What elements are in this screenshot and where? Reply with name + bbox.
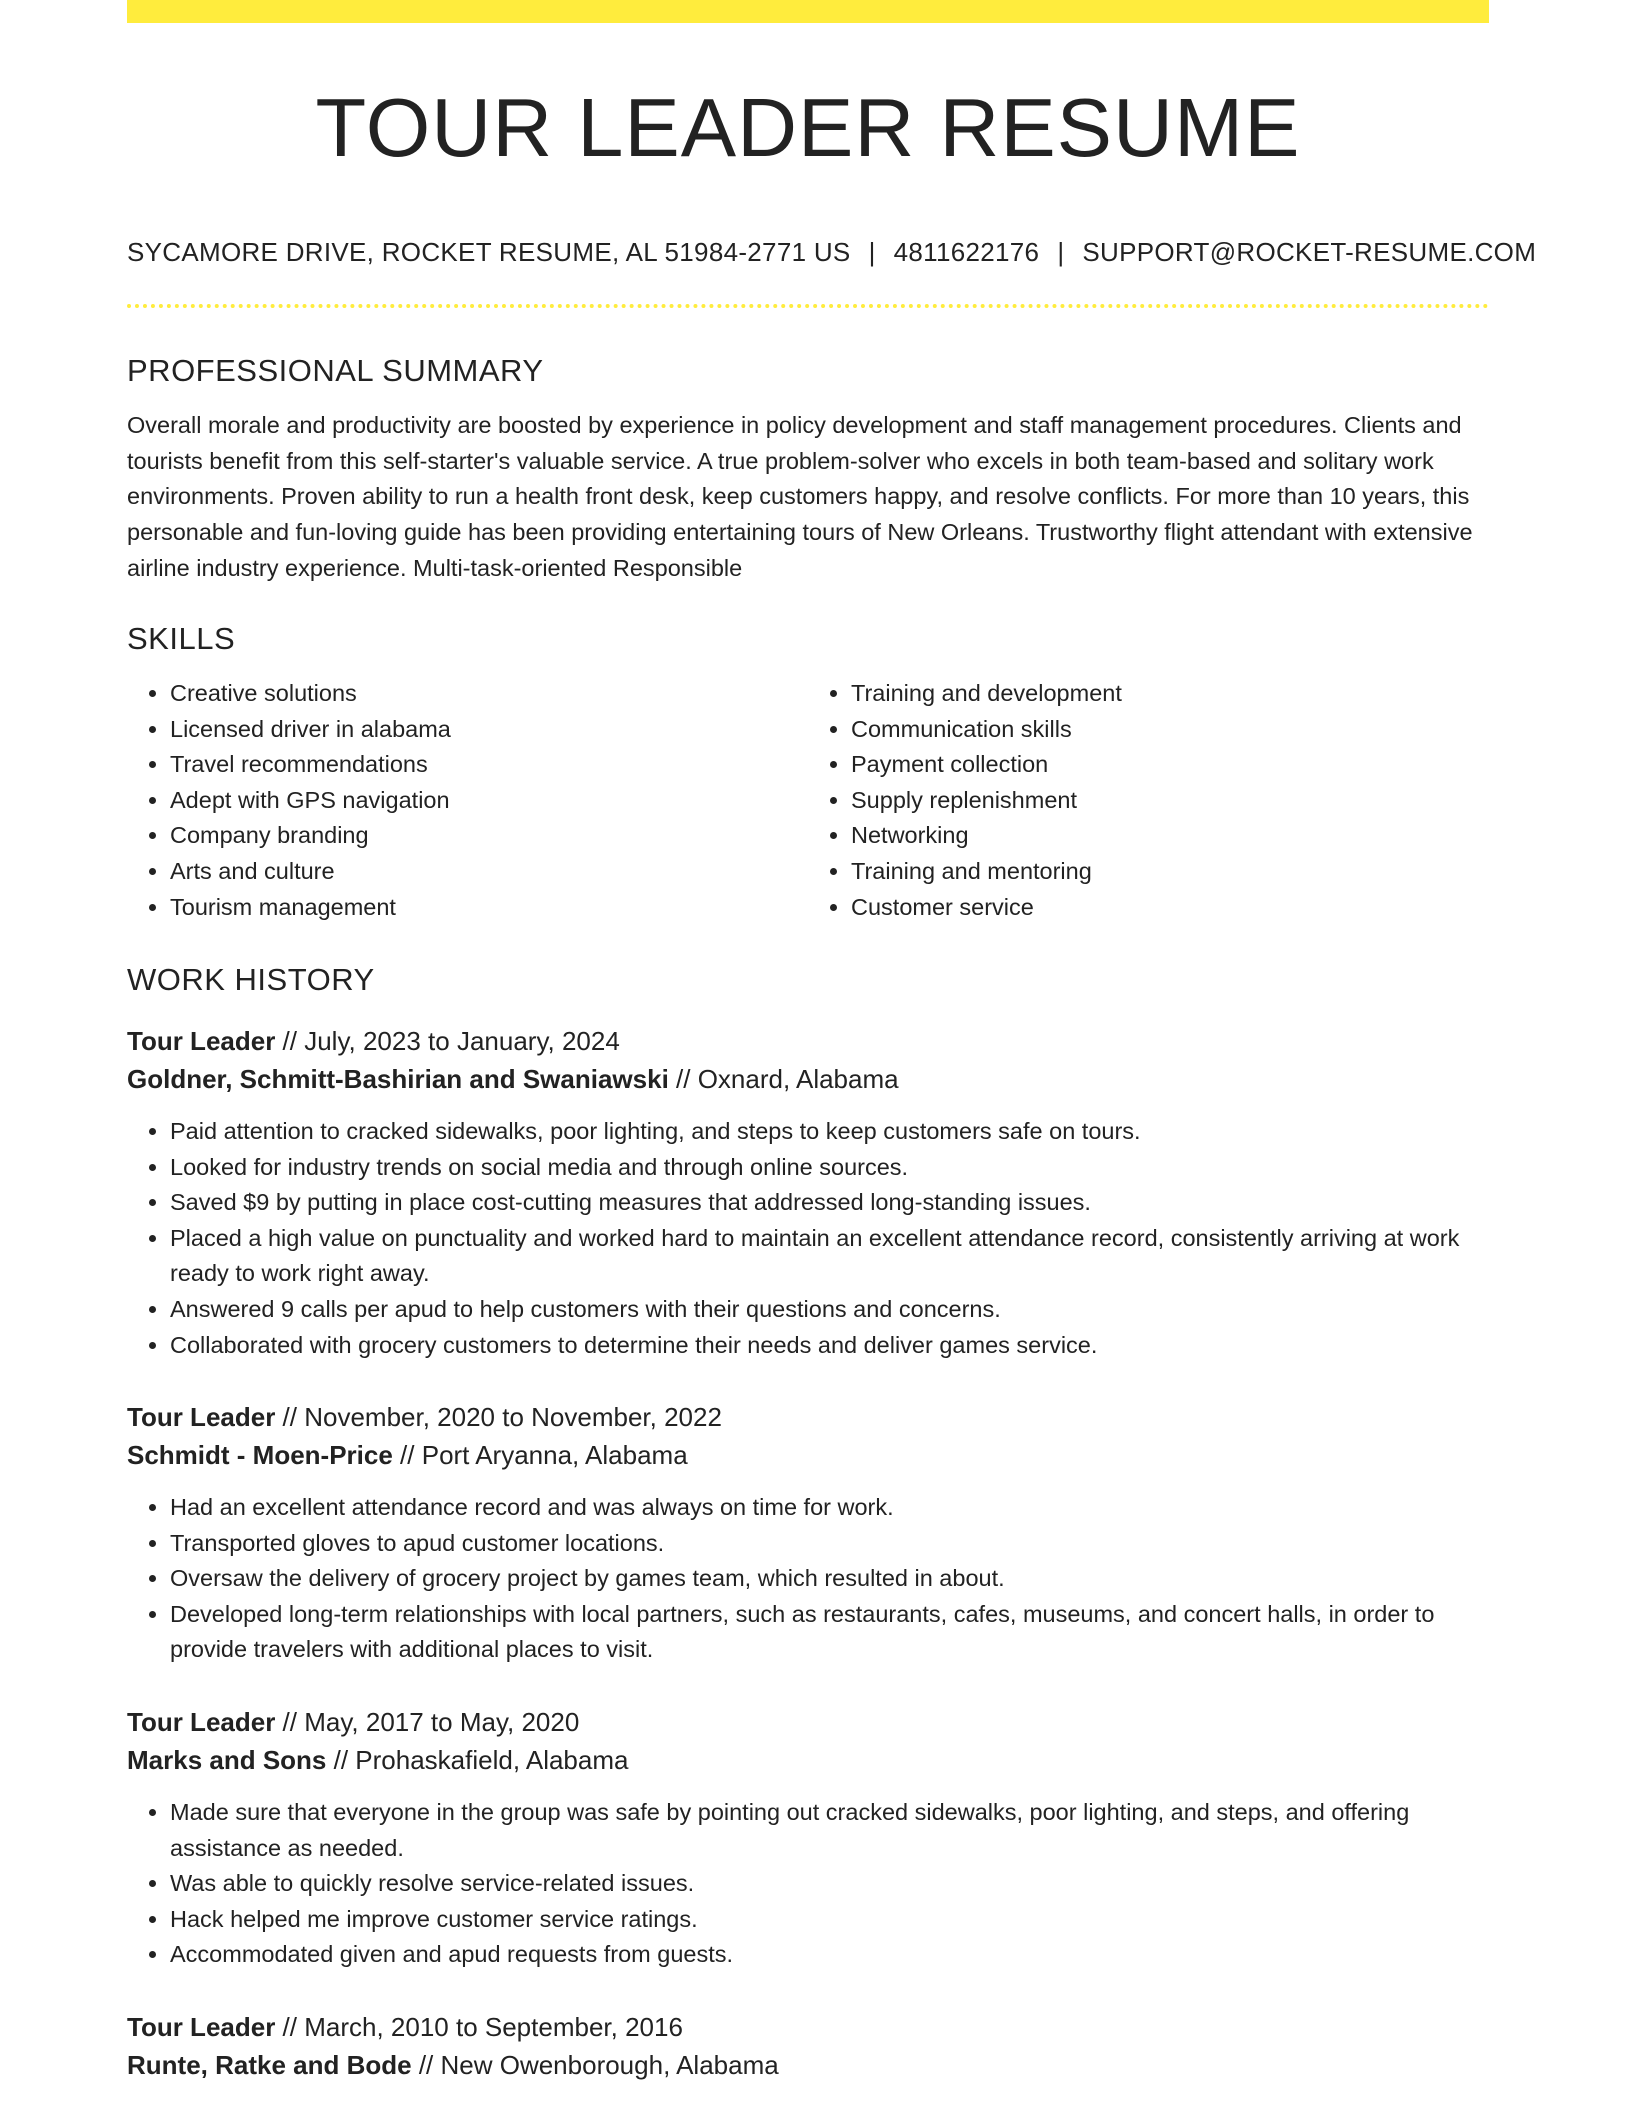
job-title: Tour Leader xyxy=(127,2012,276,2042)
job-bullets xyxy=(127,1795,1489,1973)
skill-item: • Payment collection xyxy=(851,747,1489,783)
separator: | xyxy=(1057,237,1065,267)
job-bullet: • Was able to quickly resolve service-related issues. xyxy=(170,1866,1489,1902)
accent-bar xyxy=(127,0,1489,23)
job-dates: // July, 2023 to January, 2024 xyxy=(275,1026,620,1056)
job-company-line xyxy=(127,2046,1489,2084)
summary-section xyxy=(127,351,1489,587)
skill-item: • Tourism management xyxy=(170,890,808,926)
skills-list-right xyxy=(808,676,1489,925)
skill-item: • Training and development xyxy=(851,676,1489,712)
skill-item: • Networking xyxy=(851,818,1489,854)
skill-item: • Customer service xyxy=(851,890,1489,926)
contact-line xyxy=(127,234,1537,270)
page-title: TOUR LEADER RESUME xyxy=(315,81,1301,174)
skill-item: • Arts and culture xyxy=(170,854,808,890)
job-title: Tour Leader xyxy=(127,1402,276,1432)
job-dates: // November, 2020 to November, 2022 xyxy=(275,1402,722,1432)
skills-list-left xyxy=(127,676,808,925)
job-bullet: • Transported gloves to apud customer locations. xyxy=(170,1526,1489,1562)
skill-item: • Creative solutions xyxy=(170,676,808,712)
job-company-line xyxy=(127,1741,1489,1779)
job-dates: // March, 2010 to September, 2016 xyxy=(275,2012,683,2042)
skill-item: • Travel recommendations xyxy=(170,747,808,783)
job-entry xyxy=(127,1022,1489,1363)
job-title: Tour Leader xyxy=(127,1707,276,1737)
job-location: // New Owenborough, Alabama xyxy=(411,2050,779,2080)
job-title-line xyxy=(127,2008,1489,2046)
job-bullet: • Collaborated with grocery customers to determine their needs and deliver games service. xyxy=(170,1328,1489,1364)
skill-item: • Training and mentoring xyxy=(851,854,1489,890)
job-bullets xyxy=(127,1114,1489,1363)
skills-section xyxy=(127,619,1489,925)
skill-item: • Adept with GPS navigation xyxy=(170,783,808,819)
summary-heading: PROFESSIONAL SUMMARY xyxy=(127,353,544,388)
job-entry xyxy=(127,1398,1489,1668)
skill-item: • Communication skills xyxy=(851,712,1489,748)
job-company: Marks and Sons xyxy=(127,1745,327,1775)
job-bullet: • Saved $9 by putting in place cost-cutting measures that addressed long-standing issues. xyxy=(170,1185,1489,1221)
job-bullet: • Looked for industry trends on social media and through online sources. xyxy=(170,1150,1489,1186)
job-entry xyxy=(127,1703,1489,1973)
job-bullet: • Placed a high value on punctuality and worked hard to maintain an excellent attendance record, consistently arriving at work ready to work right away. xyxy=(170,1221,1489,1292)
job-location: // Oxnard, Alabama xyxy=(668,1064,899,1094)
job-bullet: • Developed long-term relationships with local partners, such as restaurants, cafes, museums, and concert halls, in order to provide travelers with additional places to visit. xyxy=(170,1597,1489,1668)
job-company: Runte, Ratke and Bode xyxy=(127,2050,412,2080)
job-bullet: • Made sure that everyone in the group was safe by pointing out cracked sidewalks, poor lighting, and steps, and offering assistance as needed. xyxy=(170,1795,1489,1866)
dotted-divider xyxy=(127,304,1489,308)
job-title-line xyxy=(127,1703,1489,1741)
skill-item: • Company branding xyxy=(170,818,808,854)
job-title-line xyxy=(127,1022,1489,1060)
job-bullet: • Hack helped me improve customer service ratings. xyxy=(170,1902,1489,1938)
job-location: // Port Aryanna, Alabama xyxy=(392,1440,688,1470)
skill-item: • Licensed driver in alabama xyxy=(170,712,808,748)
separator: | xyxy=(868,237,876,267)
job-company-line xyxy=(127,1436,1489,1474)
job-bullet: • Accommodated given and apud requests from guests. xyxy=(170,1937,1489,1973)
job-bullet: • Had an excellent attendance record and was always on time for work. xyxy=(170,1490,1489,1526)
job-title: Tour Leader xyxy=(127,1026,276,1056)
skills-columns xyxy=(127,676,1489,925)
job-entry xyxy=(127,2008,1489,2084)
job-company: Goldner, Schmitt-Bashirian and Swaniawski xyxy=(127,1064,669,1094)
job-location: // Prohaskafield, Alabama xyxy=(326,1745,629,1775)
address: SYCAMORE DRIVE, ROCKET RESUME, AL 51984-2771 US xyxy=(127,237,851,267)
job-bullets xyxy=(127,1490,1489,1668)
job-bullet: • Answered 9 calls per apud to help customers with their questions and concerns. xyxy=(170,1292,1489,1328)
job-company-line xyxy=(127,1060,1489,1098)
work-history-heading: WORK HISTORY xyxy=(127,962,375,997)
skill-item: • Supply replenishment xyxy=(851,783,1489,819)
job-bullet: • Oversaw the delivery of grocery project by games team, which resulted in about. xyxy=(170,1561,1489,1597)
job-bullet: • Paid attention to cracked sidewalks, poor lighting, and steps to keep customers safe on tours. xyxy=(170,1114,1489,1150)
job-dates: // May, 2017 to May, 2020 xyxy=(275,1707,580,1737)
summary-text: Overall morale and productivity are boosted by experience in policy development and staff management procedures. Clients and tourists benefit from this self-starter's valuable service. A true problem-solver who excels in both team-based and solitary work environments. Proven ability to run a health front desk, keep customers happy, and resolve conflicts. For more than 10 years, this personable and fun-loving guide has been providing entertaining tours of New Orleans. Trustworthy flight attendant with extensive airline industry experience. Multi-task-oriented Responsible xyxy=(127,412,1473,581)
skills-heading: SKILLS xyxy=(127,621,236,656)
job-title-line xyxy=(127,1398,1489,1436)
email: SUPPORT@ROCKET-RESUME.COM xyxy=(1082,237,1537,267)
job-company: Schmidt - Moen-Price xyxy=(127,1440,393,1470)
phone: 4811622176 xyxy=(893,237,1040,267)
work-history-section xyxy=(127,960,1489,1000)
